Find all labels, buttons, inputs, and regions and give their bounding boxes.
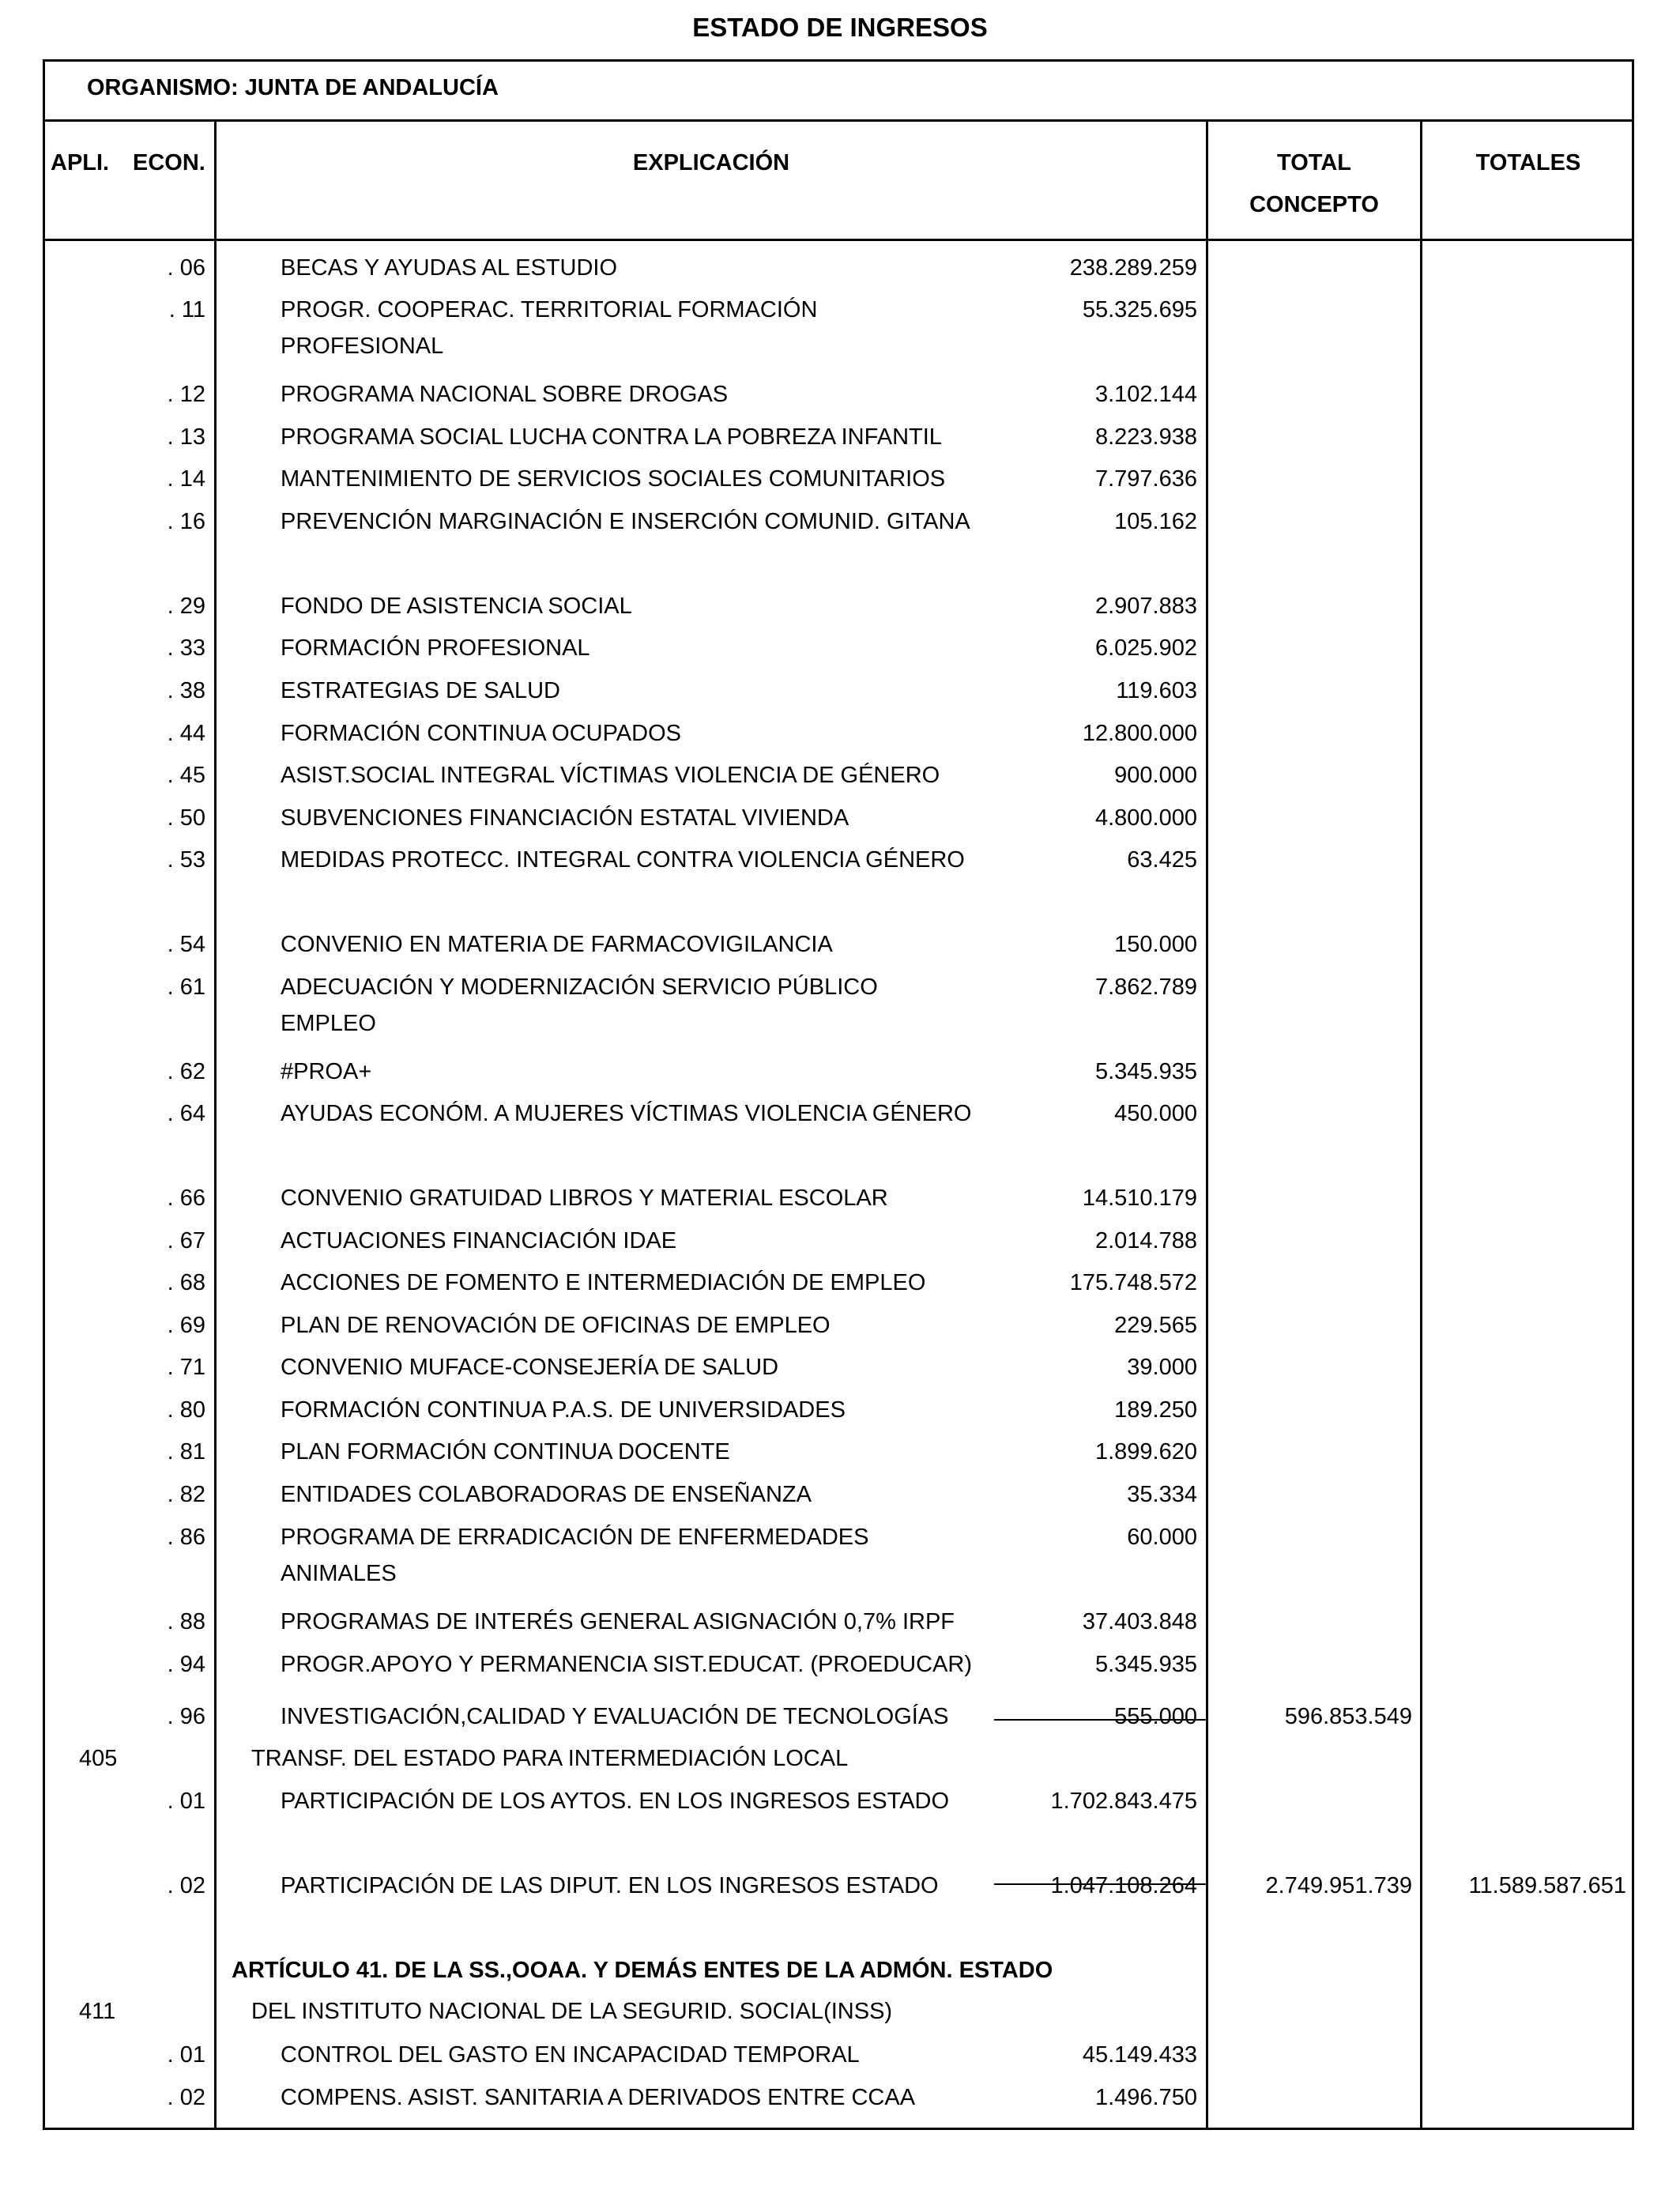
row-description: FONDO DE ASISTENCIA SOCIAL xyxy=(281,594,632,619)
row-amount: 4.800.000 xyxy=(1094,805,1197,831)
row-amount: 1.702.843.475 xyxy=(1050,1789,1197,1814)
divider xyxy=(43,119,1634,122)
econ-code: . 50 xyxy=(167,805,205,831)
row-description: FORMACIÓN CONTINUA P.A.S. DE UNIVERSIDADES xyxy=(281,1397,846,1423)
econ-code: . 53 xyxy=(167,847,205,873)
row-amount: 63.425 xyxy=(1127,847,1197,873)
row-amount: 229.565 xyxy=(1114,1313,1197,1338)
row-description: PLAN FORMACIÓN CONTINUA DOCENTE xyxy=(281,1439,730,1465)
row-description: ADECUACIÓN Y MODERNIZACIÓN SERVICIO PÚBLICO EMPLEO xyxy=(281,974,878,1036)
divider xyxy=(43,239,1634,241)
total-concepto-value: 2.749.951.739 xyxy=(1265,1873,1412,1898)
organismo-label: ORGANISMO: JUNTA DE ANDALUCÍA xyxy=(87,75,499,100)
row-amount: 1.899.620 xyxy=(1094,1439,1197,1465)
row-description: CONVENIO GRATUIDAD LIBROS Y MATERIAL ESCOLAR xyxy=(281,1186,888,1211)
row-description: AYUDAS ECONÓM. A MUJERES VÍCTIMAS VIOLENCIA GÉNERO xyxy=(281,1101,972,1126)
row-amount: 1.496.750 xyxy=(1094,2085,1197,2110)
econ-code: . 64 xyxy=(167,1101,205,1126)
econ-code: . 29 xyxy=(167,594,205,619)
row-description: TRANSF. DEL ESTADO PARA INTERMEDIACIÓN LOCAL xyxy=(251,1746,849,1771)
row-amount: 450.000 xyxy=(1114,1101,1197,1126)
econ-code: . 01 xyxy=(167,2042,205,2068)
econ-code: . 44 xyxy=(167,721,205,746)
econ-code: . 88 xyxy=(167,1609,205,1634)
econ-code: . 82 xyxy=(167,1482,205,1507)
row-amount: 105.162 xyxy=(1114,509,1197,534)
econ-code: . 62 xyxy=(167,1059,205,1084)
econ-code: . 38 xyxy=(167,678,205,703)
row-amount: 119.603 xyxy=(1116,678,1197,703)
econ-code: . 16 xyxy=(167,509,205,534)
apli-code: 411 xyxy=(79,1999,116,2024)
header-apli: APLI. xyxy=(51,150,110,175)
row-amount: 39.000 xyxy=(1127,1355,1197,1380)
header-explicacion: EXPLICACIÓN xyxy=(632,150,790,175)
row-description: PROGRAMAS DE INTERÉS GENERAL ASIGNACIÓN 0,7% IRPF xyxy=(281,1609,955,1634)
row-amount: 150.000 xyxy=(1114,932,1197,957)
econ-code: . 96 xyxy=(167,1704,205,1729)
row-description: BECAS Y AYUDAS AL ESTUDIO xyxy=(281,255,618,281)
econ-code: . 12 xyxy=(167,382,205,407)
row-description: COMPENS. ASIST. SANITARIA A DERIVADOS ENTRE CCAA xyxy=(281,2085,916,2110)
row-amount: 7.862.789 xyxy=(1094,974,1197,1000)
row-amount: 555.000 xyxy=(1114,1704,1197,1729)
econ-code: . 06 xyxy=(167,255,205,281)
econ-code: . 69 xyxy=(167,1313,205,1338)
econ-code: . 11 xyxy=(168,297,205,322)
row-amount: 189.250 xyxy=(1114,1397,1197,1423)
row-amount: 238.289.259 xyxy=(1069,255,1197,281)
row-description: PROGRAMA SOCIAL LUCHA CONTRA LA POBREZA INFANTIL xyxy=(281,424,942,450)
econ-code: . 02 xyxy=(167,2085,205,2110)
row-amount: 7.797.636 xyxy=(1094,466,1197,492)
row-description: PROGRAMA NACIONAL SOBRE DROGAS xyxy=(281,382,729,407)
row-amount: 37.403.848 xyxy=(1082,1609,1197,1634)
divider xyxy=(1206,119,1208,2130)
row-description: INVESTIGACIÓN,CALIDAD Y EVALUACIÓN DE TECNOLOGÍAS xyxy=(281,1704,949,1729)
row-description: PROGR.APOYO Y PERMANENCIA SIST.EDUCAT. (PROEDUCAR) xyxy=(281,1652,972,1677)
divider xyxy=(1420,119,1422,2130)
row-amount: 60.000 xyxy=(1127,1525,1197,1550)
row-description: ENTIDADES COLABORADORAS DE ENSEÑANZA xyxy=(281,1482,812,1507)
row-description: CONVENIO EN MATERIA DE FARMACOVIGILANCIA xyxy=(281,932,833,957)
row-description: FORMACIÓN CONTINUA OCUPADOS xyxy=(281,721,681,746)
econ-code: . 61 xyxy=(167,974,205,1000)
row-description: PROGR. COOPERAC. TERRITORIAL FORMACIÓN PROFESIONAL xyxy=(281,297,818,359)
subtotal-underline xyxy=(994,1719,1206,1721)
divider xyxy=(214,119,217,2130)
row-amount: 1.047.108.264 xyxy=(1050,1873,1197,1898)
row-amount: 12.800.000 xyxy=(1082,721,1197,746)
row-description: ARTÍCULO 41. DE LA SS.,OOAA. Y DEMÁS ENTES DE LA ADMÓN. ESTADO xyxy=(232,1958,1053,1983)
row-amount: 8.223.938 xyxy=(1094,424,1197,450)
econ-code: . 68 xyxy=(167,1270,205,1295)
row-amount: 5.345.935 xyxy=(1094,1059,1197,1084)
row-description: FORMACIÓN PROFESIONAL xyxy=(281,635,590,661)
row-amount: 55.325.695 xyxy=(1082,297,1197,322)
econ-code: . 45 xyxy=(167,763,205,788)
row-amount: 2.907.883 xyxy=(1094,594,1197,619)
row-amount: 5.345.935 xyxy=(1094,1652,1197,1677)
apli-code: 405 xyxy=(79,1746,118,1771)
row-description: CONVENIO MUFACE-CONSEJERÍA DE SALUD xyxy=(281,1355,779,1380)
header-totales: TOTALES xyxy=(1475,150,1581,175)
row-description: SUBVENCIONES FINANCIACIÓN ESTATAL VIVIENDA xyxy=(281,805,849,831)
row-amount: 45.149.433 xyxy=(1082,2042,1197,2068)
row-description: PARTICIPACIÓN DE LOS AYTOS. EN LOS INGRESOS ESTADO xyxy=(281,1789,950,1814)
row-amount: 3.102.144 xyxy=(1094,382,1197,407)
header-total-concepto: CONCEPTO xyxy=(1249,192,1379,217)
econ-code: . 94 xyxy=(167,1652,205,1677)
row-description: MANTENIMIENTO DE SERVICIOS SOCIALES COMUNITARIOS xyxy=(281,466,946,492)
row-amount: 6.025.902 xyxy=(1094,635,1197,661)
row-description: PREVENCIÓN MARGINACIÓN E INSERCIÓN COMUNID. GITANA xyxy=(281,509,970,534)
row-description: PLAN DE RENOVACIÓN DE OFICINAS DE EMPLEO xyxy=(281,1313,831,1338)
row-description: #PROA+ xyxy=(281,1059,372,1084)
totales-value: 11.589.587.651 xyxy=(1468,1873,1626,1898)
econ-code: . 54 xyxy=(167,932,205,957)
econ-code: . 86 xyxy=(167,1525,205,1550)
row-description: ASIST.SOCIAL INTEGRAL VÍCTIMAS VIOLENCIA DE GÉNERO xyxy=(281,763,940,788)
row-description: ACCIONES DE FOMENTO E INTERMEDIACIÓN DE EMPLEO xyxy=(281,1270,926,1295)
econ-code: . 01 xyxy=(167,1789,205,1814)
table-frame xyxy=(43,59,1634,2130)
subtotal-underline xyxy=(994,1883,1206,1885)
row-description: PARTICIPACIÓN DE LAS DIPUT. EN LOS INGRESOS ESTADO xyxy=(281,1873,939,1898)
econ-code: . 71 xyxy=(167,1355,205,1380)
econ-code: . 13 xyxy=(167,424,205,450)
row-amount: 900.000 xyxy=(1114,763,1197,788)
row-amount: 2.014.788 xyxy=(1094,1228,1197,1253)
econ-code: . 81 xyxy=(167,1439,205,1465)
header-total-concepto: TOTAL xyxy=(1277,150,1351,175)
row-description: MEDIDAS PROTECC. INTEGRAL CONTRA VIOLENCIA GÉNERO xyxy=(281,847,965,873)
row-amount: 175.748.572 xyxy=(1069,1270,1197,1295)
row-amount: 35.334 xyxy=(1127,1482,1197,1507)
econ-code: . 80 xyxy=(167,1397,205,1423)
econ-code: . 02 xyxy=(167,1873,205,1898)
econ-code: . 33 xyxy=(167,635,205,661)
row-description: ESTRATEGIAS DE SALUD xyxy=(281,678,560,703)
total-concepto-value: 596.853.549 xyxy=(1284,1704,1412,1729)
header-econ: ECON. xyxy=(133,150,205,175)
econ-code: . 67 xyxy=(167,1228,205,1253)
row-amount: 14.510.179 xyxy=(1082,1186,1197,1211)
row-description: CONTROL DEL GASTO EN INCAPACIDAD TEMPORAL xyxy=(281,2042,860,2068)
row-description: ACTUACIONES FINANCIACIÓN IDAE xyxy=(281,1228,677,1253)
row-description: DEL INSTITUTO NACIONAL DE LA SEGURID. SOCIAL(INSS) xyxy=(251,1999,893,2024)
econ-code: . 14 xyxy=(167,466,205,492)
page-title: ESTADO DE INGRESOS xyxy=(692,13,988,42)
econ-code: . 66 xyxy=(167,1186,205,1211)
row-description: PROGRAMA DE ERRADICACIÓN DE ENFERMEDADES ANIMALES xyxy=(281,1525,869,1586)
